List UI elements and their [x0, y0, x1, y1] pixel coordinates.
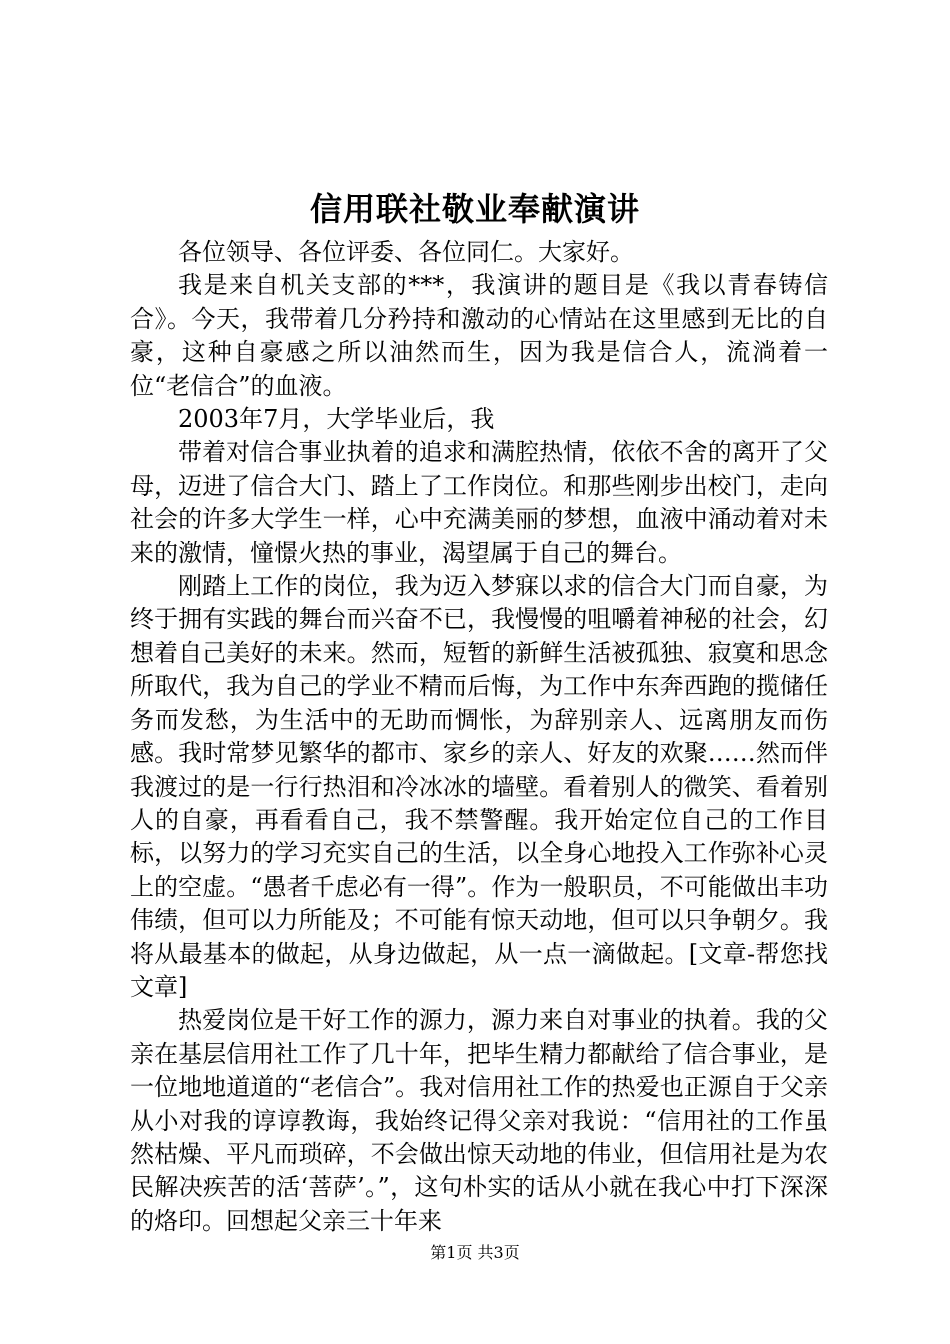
document-title: 信用联社敬业奉献演讲: [309, 190, 640, 228]
paragraph-graduation: 2003年7月，大学毕业后，我: [178, 405, 495, 434]
paragraph-joining: 带着对信合事业执着的追求和满腔热情，依依不舍的离开了父母，迈进了信合大门、踏上了工作岗位。和那些刚步出校门，走向社会的许多大学生一样，心中充满美丽的梦想，血液中涌动着对未来的激情，憧憬火热的事业，渴望属于自己的舞台。: [130, 438, 828, 567]
page-number-footer: 第1页 共3页: [430, 1243, 520, 1262]
paragraph-introduction: 我是来自机关支部的***，我演讲的题目是《我以青春铸信合》。今天，我带着几分矜持和激动的心情站在这里感到无比的自豪，这种自豪感之所以油然而生，因为我是信合人，流淌着一位“老信合”的血液。: [130, 271, 828, 400]
paragraph-first-job: 刚踏上工作的岗位，我为迈入梦寐以求的信合大门而自豪，为终于拥有实践的舞台而兴奋不已，我慢慢的咀嚼着神秘的社会，幻想着自己美好的未来。然而，短暂的新鲜生活被孤独、寂寞和思念所取代，我为自己的学业不精而后悔，为工作中东奔西跑的揽储任务而发愁，为生活中的无助而惆怅，为辞别亲人、远离朋友而伤感。我时常梦见繁华的都市、家乡的亲人、好友的欢聚……然而伴我渡过的是一行行热泪和冷冰冰的墙壁。看着别人的微笑、看着别人的自豪，再看看自己，我不禁警醒。我开始定位自己的工作目标，以努力的学习充实自己的生活，以全身心地投入工作弥补心灵上的空虚。“愚者千虑必有一得”。作为一般职员，不可能做出丰功伟绩，但可以力所能及；不可能有惊天动地，但可以只争朝夕。我将从最基本的做起，从身边做起，从一点一滴做起。[文章-帮您找文章]: [130, 572, 828, 1001]
document-body: [130, 236, 828, 1238]
paragraph-father: 热爱岗位是干好工作的源力，源力来自对事业的执着。我的父亲在基层信用社工作了几十年，把毕生精力都献给了信合事业，是一位地地道道的“老信合”。我对信用社工作的热爱也正源自于父亲从小对我的谆谆教诲，我始终记得父亲对我说：“信用社的工作虽然枯燥、平凡而琐碎，不会做出惊天动地的伟业，但信用社是为农民解决疾苦的活‘菩萨’。”，这句朴实的话从小就在我心中打下深深的烙印。回想起父亲三十年来: [130, 1006, 828, 1235]
paragraph-greeting: 各位领导、各位评委、各位同仁。大家好。: [178, 238, 634, 266]
